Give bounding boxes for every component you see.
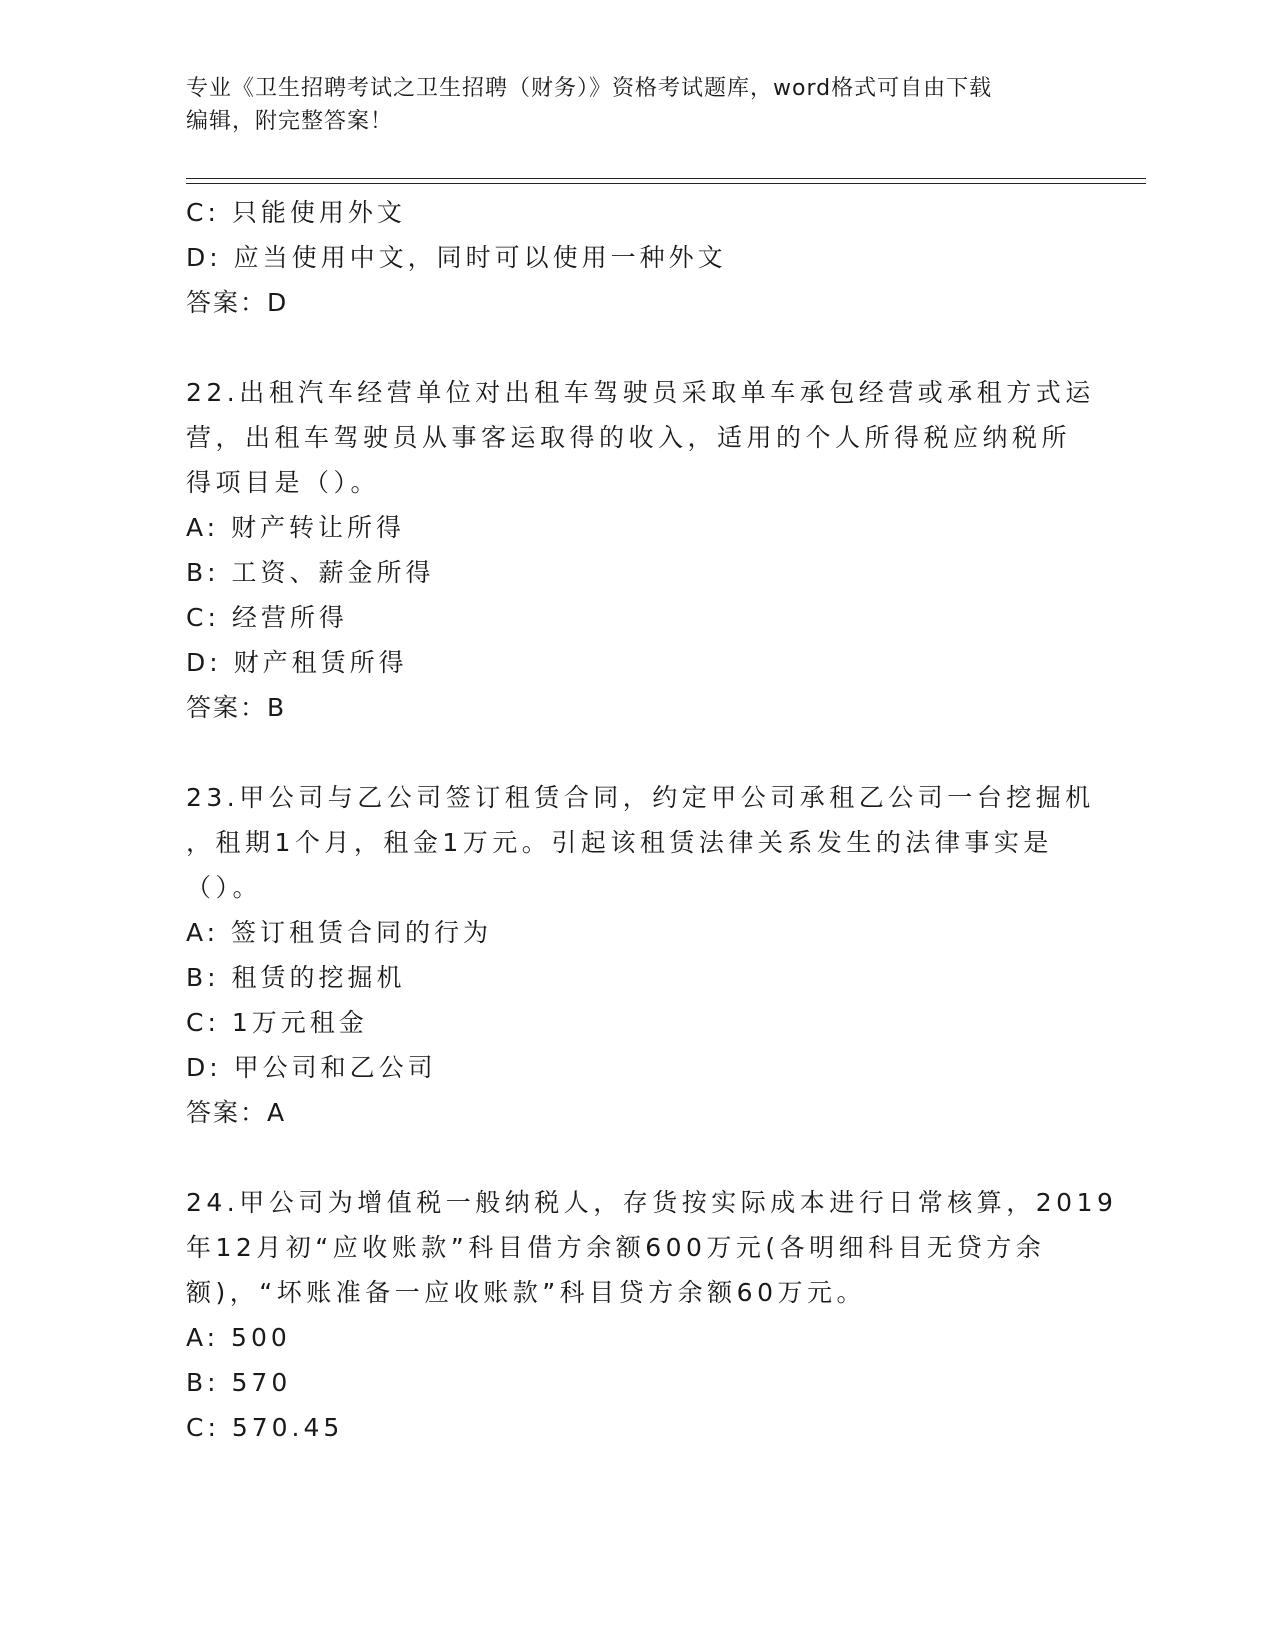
option-d: D: 应当使用中文，同时可以使用一种外文 — [186, 243, 727, 272]
answer-label: 答案：B — [186, 693, 287, 722]
option-c: C: 只能使用外文 — [186, 198, 406, 227]
spacer — [186, 326, 1066, 370]
option-a: A: 签订租赁合同的行为 — [186, 918, 493, 947]
header-divider-top — [186, 178, 1146, 179]
question-24 — [186, 1180, 1118, 1450]
question-stem-line: 年12月初“应收账款”科目借方余额600万元(各明细科目无贷方余 — [186, 1233, 1046, 1262]
answer-label: 答案：A — [186, 1098, 287, 1127]
question-stem-line: 营，出租车驾驶员从事客运取得的收入，适用的个人所得税应纳税所 — [186, 423, 1072, 452]
option-b: B: 570 — [186, 1368, 292, 1397]
question-stem-line: 24.甲公司为增值税一般纳税人，存货按实际成本进行日常核算，2019 — [186, 1188, 1118, 1217]
question-stem-line: ，租期1个月，租金1万元。引起该租赁法律关系发生的法律事实是 — [186, 828, 1053, 857]
answer-label: 答案：D — [186, 288, 289, 317]
option-a: A: 500 — [186, 1323, 291, 1352]
spacer — [186, 731, 1066, 775]
option-a: A: 财产转让所得 — [186, 513, 406, 542]
question-stem-line: （）。 — [186, 873, 263, 902]
question-21-continued — [186, 190, 1066, 326]
header-divider-bottom — [186, 183, 1146, 184]
question-stem-line: 23.甲公司与乙公司签订租赁合同，约定甲公司承租乙公司一台挖掘机 — [186, 783, 1095, 812]
question-22 — [186, 370, 1095, 731]
option-d: D: 财产租赁所得 — [186, 648, 408, 677]
header-line-1: 专业《卫生招聘考试之卫生招聘（财务）》资格考试题库，word格式可自由下载 — [186, 76, 993, 101]
document-header — [186, 72, 1066, 138]
question-list — [186, 190, 1118, 1450]
header-line-2: 编辑，附完整答案！ — [186, 109, 394, 134]
option-d: D: 甲公司和乙公司 — [186, 1053, 437, 1082]
question-stem-line: 22.出租汽车经营单位对出租车驾驶员采取单车承包经营或承租方式运 — [186, 378, 1095, 407]
option-b: B: 工资、薪金所得 — [186, 558, 435, 587]
option-c: C: 经营所得 — [186, 603, 348, 632]
option-c: C: 570.45 — [186, 1413, 344, 1442]
question-stem-line: 得项目是（）。 — [186, 468, 381, 497]
option-b: B: 租赁的挖掘机 — [186, 963, 406, 992]
option-c: C: 1万元租金 — [186, 1008, 368, 1037]
question-23 — [186, 775, 1095, 1136]
spacer — [186, 1136, 1066, 1180]
question-stem-line: 额)，“坏账准备一应收账款”科目贷方余额60万元。 — [186, 1278, 866, 1307]
